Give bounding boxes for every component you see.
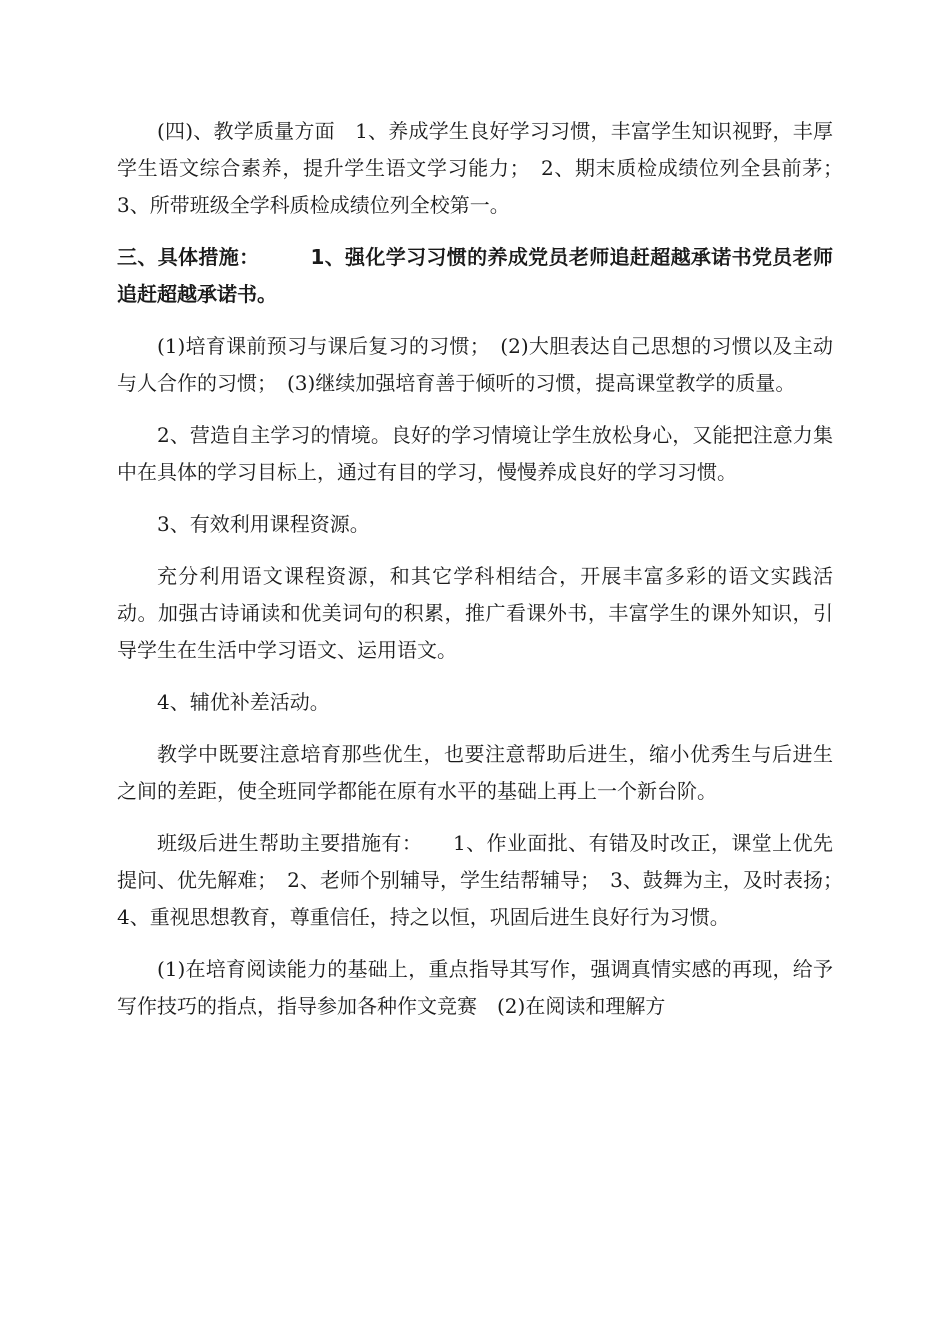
paragraph-tutoring-title: 4、辅优补差活动。 [157, 690, 330, 714]
paragraph-resources-title: 3、有效利用课程资源。 [157, 512, 370, 536]
paragraph-habits: (1)培育课前预习与课后复习的习惯； (2)大胆表达自己思想的习惯以及主动与人合作的习惯； (3)继续加强培育善于倾听的习惯，提高课堂教学的质量。 [117, 334, 833, 395]
paragraph-reading-writing: (1)在培育阅读能力的基础上，重点指导其写作，强调真情实感的再现，给予写作技巧的指点，指导参加各种作文竞赛 (2)在阅读和理解方 [117, 957, 833, 1018]
paragraph-resources: 充分利用语文课程资源，和其它学科相结合，开展丰富多彩的语文实践活动。加强古诗诵读和优美词句的积累，推广看课外书，丰富学生的课外知识，引导学生在生活中学习语文、运用语文。 [117, 564, 833, 662]
section-heading-measures: 三、具体措施： 1、强化学习习惯的养成党员老师追赶超越承诺书党员老师追赶超越承诺书。 [117, 245, 833, 306]
paragraph-help-measures: 班级后进生帮助主要措施有： 1、作业面批、有错及时改正，课堂上优先提问、优先解难； 2、老师个别辅导，学生结帮辅导； 3、鼓舞为主，及时表扬； 4、重视思想教育，尊重信任，持之以恒，巩固后进生良好行为习惯。 [117, 831, 853, 929]
paragraph-learning-context: 2、营造自主学习的情境。良好的学习情境让学生放松身心，又能把注意力集中在具体的学习目标上，通过有目的学习，慢慢养成良好的学习习惯。 [117, 423, 833, 484]
document-page [117, 113, 853, 1040]
paragraph-teaching-quality: (四)、教学质量方面 1、养成学生良好学习习惯，丰富学生知识视野，丰厚学生语文综合素养，提升学生语文学习能力； 2、期末质检成绩位列全县前茅； 3、所带班级全学科质检成绩位列全校第一。 [117, 119, 853, 217]
paragraph-tutoring: 教学中既要注意培育那些优生，也要注意帮助后进生，缩小优秀生与后进生之间的差距，使全班同学都能在原有水平的基础上再上一个新台阶。 [117, 742, 833, 803]
